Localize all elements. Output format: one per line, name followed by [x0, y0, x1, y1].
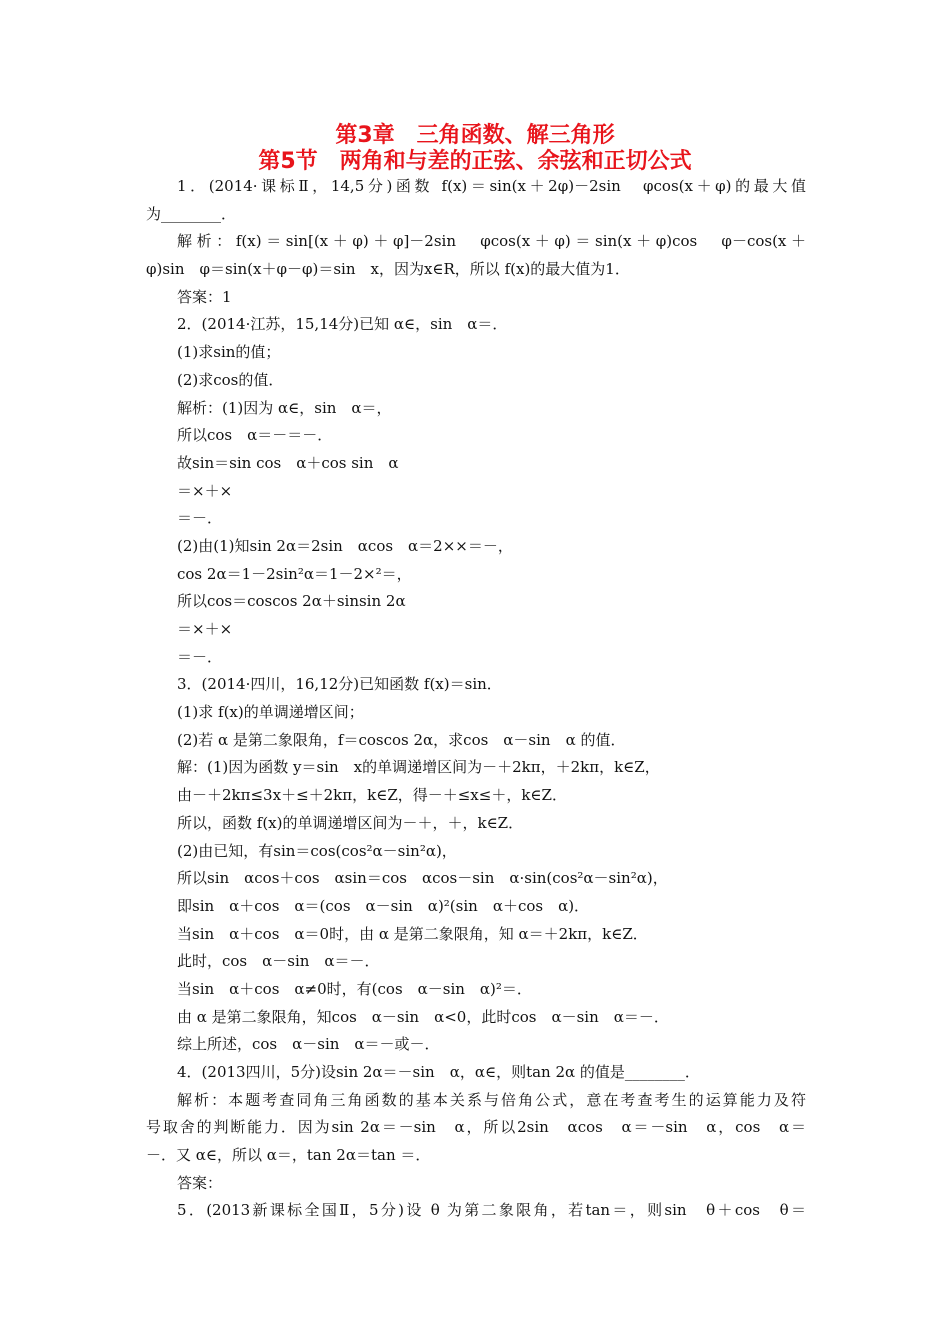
text-line-content: 解析：(1)因为 α∈，sin α＝， [177, 398, 392, 417]
text-line-content: 所以cos＝coscos 2α＋sinsin 2α [177, 592, 406, 611]
text-line-content: 所以，函数 f(x)的单调递增区间为－＋，＋，k∈Z． [177, 813, 524, 832]
text-line [146, 921, 806, 949]
text-line-content: (1)求sin的值； [177, 343, 281, 362]
text-line-content: 3．(2014·四川，16,12分)已知函数 f(x)＝sin． [177, 675, 502, 694]
text-line [146, 1114, 806, 1142]
text-line [146, 810, 806, 838]
text-line [146, 1031, 806, 1059]
text-line-content: 为________． [146, 204, 237, 223]
text-line [146, 699, 806, 727]
text-line-content: 答案： [177, 1173, 223, 1192]
chapter-title: 第3章 三角函数、解三角形 [335, 123, 615, 148]
text-line [146, 782, 806, 810]
text-line [146, 395, 806, 423]
text-line [146, 505, 806, 533]
text-line-content: 由－＋2kπ≤3x＋≤＋2kπ，k∈Z，得－＋≤x≤＋，k∈Z． [177, 786, 567, 805]
text-line-content: 所以sin αcos＋cos αsin＝cos αcos－sin α·sin(cos²α－sin²α)， [177, 869, 668, 888]
text-line [146, 1059, 806, 1087]
text-line [146, 533, 806, 561]
text-line [146, 478, 806, 506]
text-line [146, 865, 806, 893]
text-line-content: 故sin＝sin cos α＋cos sin α [177, 453, 399, 472]
text-line-content: 答案：1 [177, 287, 232, 306]
text-line-content: 号取舍的判断能力．因为sin 2α＝－sin α，所以2sin αcos α＝－sin α，cos α＝ [146, 1118, 806, 1137]
text-line-content: (2)由已知，有sin＝cos(cos²α－sin²α)， [177, 841, 457, 860]
text-line [146, 588, 806, 616]
text-line-content: 所以cos α＝－＝－． [177, 426, 333, 445]
text-line [146, 228, 806, 256]
text-line-content: (2)由(1)知sin 2α＝2sin αcos α＝2××＝－， [177, 536, 513, 555]
document-body [146, 173, 806, 1225]
text-line-content: 即sin α＋cos α＝(cos α－sin α)²(sin α＋cos α)． [177, 896, 590, 915]
text-line-content: 解析：f(x)＝sin[(x＋φ)＋φ]－2sin φcos(x＋φ)＝sin(x＋φ)cos φ－cos(x＋ [177, 232, 806, 251]
text-line-content: －．又 α∈，所以 α＝，tan 2α＝tan ＝． [146, 1146, 431, 1165]
text-line [146, 367, 806, 395]
text-line-content: 当sin α＋cos α＝0时，由 α 是第二象限角，知 α＝＋2kπ，k∈Z． [177, 924, 648, 943]
text-line [146, 1197, 806, 1225]
text-line-content: 由 α 是第二象限角，知cos α－sin α<0，此时cos α－sin α＝－． [177, 1007, 669, 1026]
text-line-content: (2)若 α 是第二象限角，f＝coscos 2α，求cos α－sin α 的值． [177, 730, 626, 749]
text-line [146, 727, 806, 755]
text-line-content: 综上所述，cos α－sin α＝－或－． [177, 1035, 440, 1054]
text-line-content: ＝×＋× [177, 481, 233, 500]
text-line-content: ＝－． [177, 647, 223, 666]
text-line [146, 1142, 806, 1170]
text-line [146, 1087, 806, 1115]
text-line-content: 当sin α＋cos α≠0时，有(cos α－sin α)²＝． [177, 979, 532, 998]
text-line-content: (2)求cos的值． [177, 370, 284, 389]
text-line [146, 644, 806, 672]
text-line-content: 5．(2013新课标全国Ⅱ，5分)设 θ 为第二象限角，若tan＝，则sin θ＋cos θ＝ [177, 1201, 806, 1220]
text-line [146, 422, 806, 450]
text-line [146, 450, 806, 478]
text-line [146, 893, 806, 921]
text-line-content: 此时，cos α－sin α＝－． [177, 952, 380, 971]
text-line-content: 解：(1)因为函数 y＝sin x的单调递增区间为－＋2kπ，＋2kπ，k∈Z， [177, 758, 660, 777]
text-line-content: ＝×＋× [177, 620, 233, 638]
text-line [146, 311, 806, 339]
text-line [146, 339, 806, 367]
text-line-content: (1)求 f(x)的单调递增区间； [177, 703, 364, 722]
text-line-content: 解析：本题考查同角三角函数的基本关系与倍角公式，意在考查考生的运算能力及符 [177, 1090, 806, 1109]
text-line [146, 976, 806, 1004]
text-line-content: 4．(2013四川，5分)设sin 2α＝－sin α，α∈，则tan 2α 的值是________． [177, 1063, 700, 1081]
text-line-content: 2．(2014·江苏，15,14分)已知 α∈，sin α＝． [177, 315, 508, 334]
text-line-content: cos 2α＝1－2sin²α＝1－2×²＝， [177, 564, 412, 583]
text-line [146, 1004, 806, 1032]
text-line-content: 1．(2014·课标Ⅱ，14,5分)函数 f(x)＝sin(x＋2φ)－2sin φcos(x＋φ)的最大值 [177, 177, 806, 195]
text-line [146, 561, 806, 589]
text-line [146, 948, 806, 976]
section-title: 第5节 两角和与差的正弦、余弦和正切公式 [258, 149, 692, 174]
text-line [146, 838, 806, 866]
text-line-content: φ)sin φ＝sin(x＋φ－φ)＝sin x，因为x∈R，所以 f(x)的最大值为1． [146, 260, 630, 279]
text-line [146, 256, 806, 284]
text-line [146, 616, 806, 644]
text-line [146, 201, 806, 229]
text-line [146, 754, 806, 782]
text-line [146, 284, 806, 312]
text-line [146, 173, 806, 201]
text-line [146, 1170, 806, 1198]
text-line [146, 671, 806, 699]
text-line-content: ＝－． [177, 509, 223, 528]
